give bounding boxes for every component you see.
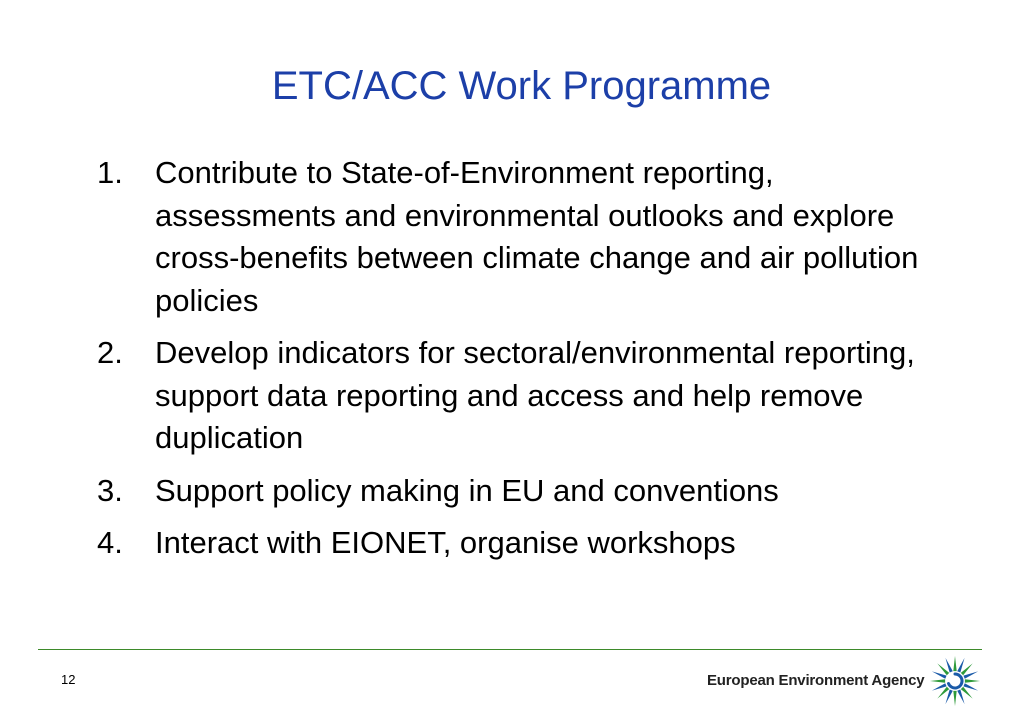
- logo-ray: [963, 683, 978, 690]
- logo-ray: [957, 658, 964, 673]
- item-number: 3.: [97, 472, 123, 508]
- footer-divider: [38, 649, 982, 650]
- logo-ray: [961, 687, 973, 699]
- work-programme-list: [97, 152, 937, 575]
- item-text: Support policy making in EU and conventions: [155, 472, 779, 508]
- logo-ray: [937, 663, 949, 675]
- logo-ray: [932, 671, 947, 678]
- logo-ray: [937, 687, 949, 699]
- logo-ray: [963, 671, 978, 678]
- logo-ray: [953, 691, 956, 706]
- logo-ray: [930, 679, 945, 682]
- slide-title: ETC/ACC Work Programme: [271, 64, 772, 108]
- eea-logo-icon: [922, 652, 986, 708]
- logo-ray: [961, 663, 973, 675]
- list-item: [97, 152, 937, 322]
- logo-ray: [965, 679, 980, 682]
- agency-name: European Environment Agency: [707, 672, 925, 689]
- item-number: 2.: [97, 335, 123, 370]
- logo-ray: [945, 689, 952, 704]
- logo-ray: [932, 683, 947, 690]
- item-text: Develop indicators for sectoral/environmental reporting, support data reporting and access and help remove duplication: [155, 335, 915, 455]
- item-number: 1.: [97, 155, 123, 190]
- item-number: 4.: [97, 525, 123, 560]
- logo-ray: [953, 656, 956, 671]
- list-item: [97, 332, 937, 460]
- item-text: Contribute to State-of-Environment reporting, assessments and environmental outlooks and explore cross-benefits between climate change and air pollution policies: [155, 155, 919, 318]
- logo-ray: [945, 658, 952, 673]
- page-number: 12: [61, 672, 76, 687]
- list-item: [97, 522, 937, 565]
- item-text: Interact with EIONET, organise workshops: [155, 525, 736, 560]
- list-item: [97, 470, 937, 513]
- logo-ray: [957, 689, 964, 704]
